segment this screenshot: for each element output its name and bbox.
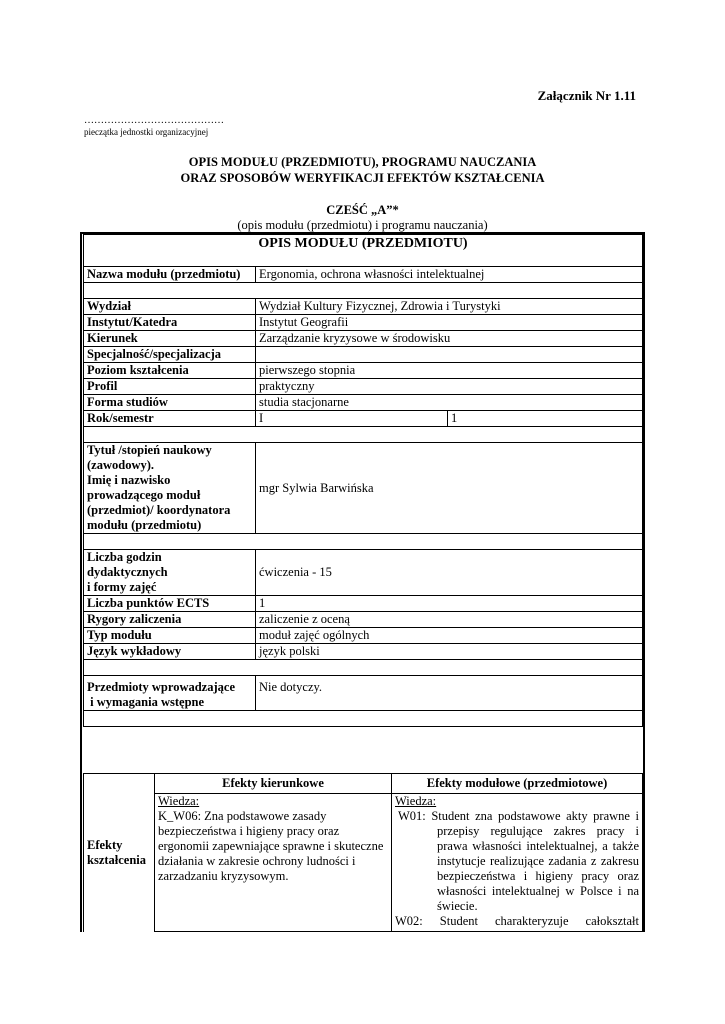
document-title-line1: OPIS MODUŁU (PRZEDMIOTU), PROGRAMU NAUCZANIA (188, 155, 537, 169)
row-value: moduł zajęć ogólnych (256, 628, 643, 644)
outcomes-side-label (84, 774, 155, 932)
stamp-dots: …………………………………… (84, 115, 224, 126)
part-subheading: (opis modułu (przedmiotu) i programu nauczania) (237, 218, 488, 232)
document-title-line2: ORAZ SPOSOBÓW WERYFIKACJI EFEKTÓW KSZTAŁCENIA (180, 171, 545, 185)
teacher-label-line: (przedmiot)/ koordynatora (87, 503, 231, 517)
row-value: studia stacjonarne (256, 395, 643, 411)
teacher-value: mgr Sylwia Barwińska (256, 443, 643, 534)
knowledge-label: Wiedza: (158, 794, 200, 808)
module-outcome-cell (392, 794, 643, 932)
teacher-label-line: (zawodowy). (87, 458, 155, 472)
hours-label-line: Liczba godzin (87, 550, 162, 564)
row-label: Typ modułu (84, 628, 256, 644)
year-value: I (256, 411, 448, 427)
row-value: 1 (256, 596, 643, 612)
table-heading: OPIS MODUŁU (PRZEDMIOTU) (84, 235, 643, 267)
row-label: Kierunek (84, 331, 256, 347)
row-label: Wydział (84, 299, 256, 315)
stamp-caption: pieczątka jednostki organizacyjnej (84, 127, 209, 137)
teacher-label-line: modułu (przedmiotu) (87, 518, 202, 532)
spacer-row (84, 660, 643, 676)
row-label: Język wykładowy (84, 644, 256, 660)
module-description-table (83, 234, 643, 727)
spacer-row (84, 283, 643, 299)
row-label: Profil (84, 379, 256, 395)
hours-label-line: i formy zajęć (87, 580, 157, 594)
teacher-label (84, 443, 256, 534)
prereq-label-line: i wymagania wstępne (87, 695, 205, 709)
learning-outcomes-table (83, 773, 643, 932)
module-outcomes-header: Efekty modułowe (przedmiotowe) (392, 774, 643, 794)
teacher-label-line: prowadzącego moduł (87, 488, 201, 502)
semester-value: 1 (448, 411, 643, 427)
row-value: Wydział Kultury Fizycznej, Zdrowia i Turystyki (256, 299, 643, 315)
outcome-w01: W01: Student zna podstawowe akty prawne i przepisy regulujące zakres pracy i prawa własności intelektualnej, a także instytucje realizujące zadania z zakresu bezpieczeństwa i higieny pracy oraz własności intelektualnej w Polsce i na świecie. (398, 809, 639, 913)
row-label: Poziom kształcenia (84, 363, 256, 379)
row-value: zaliczenie z oceną (256, 612, 643, 628)
directional-outcomes-header: Efekty kierunkowe (155, 774, 392, 794)
side-label-line: kształcenia (87, 852, 147, 867)
prereq-label-line: Przedmioty wprowadzające (87, 680, 235, 694)
attachment-number: Załącznik Nr 1.11 (537, 88, 636, 103)
prerequisites-label (84, 676, 256, 711)
outcome-w02: W02: Student charakteryzuje całokształt (395, 914, 639, 928)
spacer-row (84, 534, 643, 550)
year-semester-label: Rok/semestr (84, 411, 256, 427)
row-value: Zarządzanie kryzysowe w środowisku (256, 331, 643, 347)
row-value (256, 347, 643, 363)
row-value: język polski (256, 644, 643, 660)
row-label: Rygory zaliczenia (84, 612, 256, 628)
side-label-line: Efekty (87, 837, 123, 852)
spacer-row (84, 711, 643, 727)
module-name-value: Ergonomia, ochrona własności intelektualnej (256, 267, 643, 283)
row-label: Specjalność/specjalizacja (84, 347, 256, 363)
row-value: Instytut Geografii (256, 315, 643, 331)
teacher-label-line: Tytuł /stopień naukowy (87, 443, 212, 457)
row-label: Instytut/Katedra (84, 315, 256, 331)
hours-label (84, 550, 256, 596)
teacher-label-line: Imię i nazwisko (87, 473, 171, 487)
hours-label-line: dydaktycznych (87, 565, 168, 579)
hours-value: ćwiczenia - 15 (256, 550, 643, 596)
spacer-row (84, 427, 643, 443)
outcome-k-w06: K_W06: Zna podstawowe zasady bezpieczeństwa i higieny pracy oraz ergonomii zapewniające sprawne i skuteczne działania w zakresie ochrony ludności i zarzadzaniu kryzysowym. (158, 809, 384, 883)
row-value: praktyczny (256, 379, 643, 395)
part-heading: CZEŚĆ „A”* (326, 203, 399, 217)
row-value: pierwszego stopnia (256, 363, 643, 379)
directional-outcome-cell (155, 794, 392, 932)
module-name-label: Nazwa modułu (przedmiotu) (84, 267, 256, 283)
knowledge-label: Wiedza: (395, 794, 437, 808)
prerequisites-value: Nie dotyczy. (256, 676, 643, 711)
row-label: Forma studiów (84, 395, 256, 411)
row-label: Liczba punktów ECTS (84, 596, 256, 612)
